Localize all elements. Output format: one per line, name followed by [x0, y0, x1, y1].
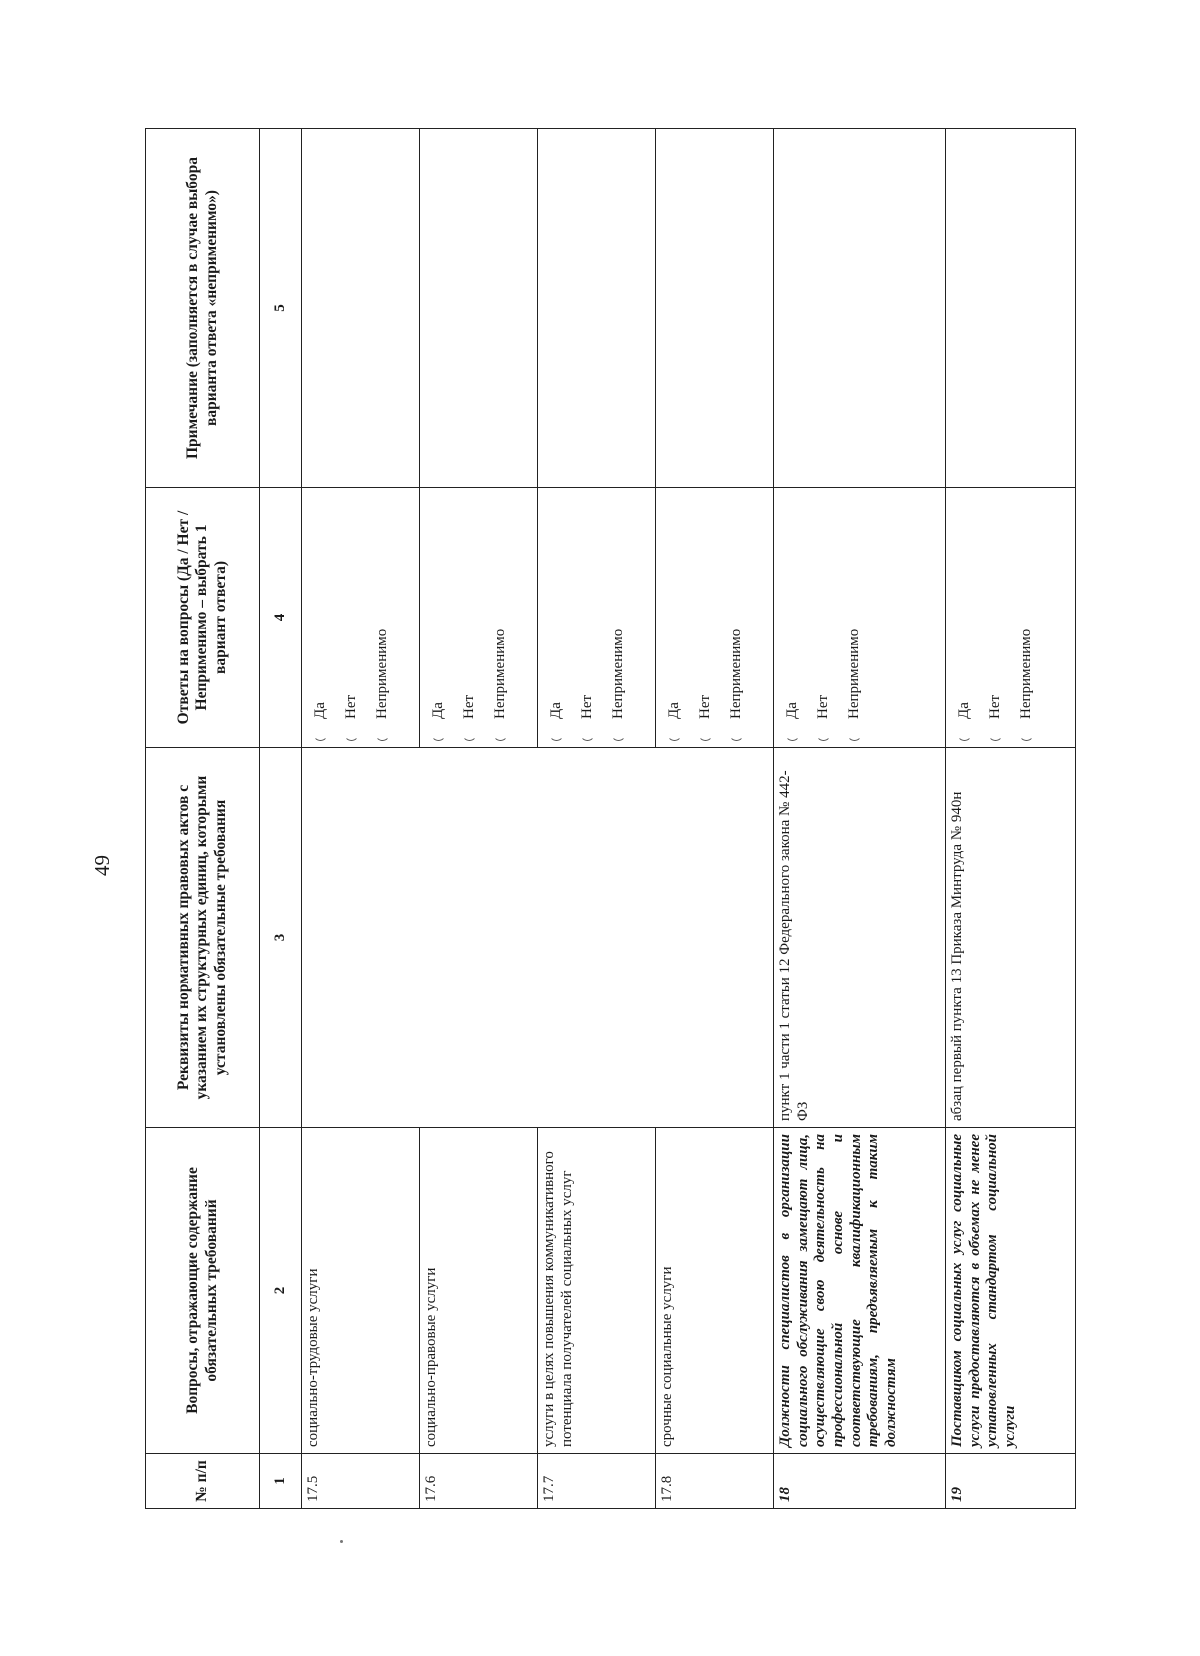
row-question: социально-правовые услуги [420, 1128, 538, 1454]
row-question: Должности специалистов в организации социального обслуживания замещают лица, осуществляющие свою деятельность на профессиональной основе и соответствующие квалификационным требованиям, предъявляемым к таким должностям [774, 1128, 946, 1454]
page-number: 49 [89, 854, 114, 876]
row-number: 17.8 [656, 1454, 774, 1509]
scan-speck [340, 1540, 343, 1543]
col-number: 2 [260, 1128, 302, 1454]
radio-icon[interactable] [375, 731, 390, 741]
answer-no[interactable]: Нет [690, 494, 721, 741]
row-note[interactable] [774, 129, 946, 488]
answer-na[interactable]: Неприменимо [1011, 494, 1042, 741]
radio-icon[interactable] [816, 731, 831, 741]
row-requisites: абзац первый пункта 13 Приказа Минтруда № 940н [946, 748, 1076, 1128]
radio-icon[interactable] [344, 731, 359, 741]
radio-icon[interactable] [667, 731, 682, 741]
row-question: социально-трудовые услуги [302, 1128, 420, 1454]
radio-icon[interactable] [462, 731, 477, 741]
answer-no[interactable]: Нет [454, 494, 485, 741]
radio-icon[interactable] [611, 731, 626, 741]
radio-icon[interactable] [549, 731, 564, 741]
row-number: 17.6 [420, 1454, 538, 1509]
radio-icon[interactable] [785, 731, 800, 741]
radio-icon[interactable] [1019, 731, 1034, 741]
header-num: № п/п [146, 1454, 260, 1509]
answer-options [946, 488, 1076, 748]
row-requisites [302, 748, 774, 1128]
col-number: 4 [260, 488, 302, 748]
radio-icon[interactable] [580, 731, 595, 741]
answer-yes[interactable]: Да [949, 494, 980, 741]
answer-no[interactable]: Нет [572, 494, 603, 741]
radio-icon[interactable] [493, 731, 508, 741]
header-question: Вопросы, отражающие содержание обязательных требований [146, 1128, 260, 1454]
answer-yes[interactable]: Да [305, 494, 336, 741]
col-number: 5 [260, 129, 302, 488]
answer-na[interactable]: Неприменимо [721, 494, 752, 741]
answer-no[interactable]: Нет [980, 494, 1011, 741]
radio-icon[interactable] [431, 731, 446, 741]
col-number: 1 [260, 1454, 302, 1509]
answer-yes[interactable]: Да [777, 494, 808, 741]
answer-no[interactable]: Нет [808, 494, 839, 741]
row-note[interactable] [420, 129, 538, 488]
row-number: 18 [774, 1454, 946, 1509]
header-note: Примечание (заполняется в случае выбора варианта ответа «неприменимо») [146, 129, 260, 488]
radio-icon[interactable] [698, 731, 713, 741]
row-note[interactable] [538, 129, 656, 488]
answer-no[interactable]: Нет [336, 494, 367, 741]
answer-options [420, 488, 538, 748]
table-row [302, 129, 420, 1509]
radio-icon[interactable] [988, 731, 1003, 741]
row-note[interactable] [946, 129, 1076, 488]
answer-na[interactable]: Неприменимо [485, 494, 516, 741]
row-question: Поставщиком социальных услуг социальные услуги предоставляются в объемах не менее установленных стандартом социальной услуги [946, 1128, 1076, 1454]
table-row [774, 129, 946, 1509]
requirements-table [145, 128, 1076, 1509]
table-row [946, 129, 1076, 1509]
answer-na[interactable]: Неприменимо [367, 494, 398, 741]
row-note[interactable] [656, 129, 774, 488]
row-number: 17.7 [538, 1454, 656, 1509]
col-number: 3 [260, 748, 302, 1128]
header-requisites: Реквизиты нормативных правовых актов с указанием их структурных единиц, которыми установлены обязательные требования [146, 748, 260, 1128]
row-number: 19 [946, 1454, 1076, 1509]
radio-icon[interactable] [313, 731, 328, 741]
radio-icon[interactable] [847, 731, 862, 741]
radio-icon[interactable] [957, 731, 972, 741]
answer-yes[interactable]: Да [423, 494, 454, 741]
answer-options [774, 488, 946, 748]
row-requisites: пункт 1 части 1 статьи 12 Федерального закона № 442-ФЗ [774, 748, 946, 1128]
answer-yes[interactable]: Да [659, 494, 690, 741]
answer-options [302, 488, 420, 748]
answer-na[interactable]: Неприменимо [603, 494, 634, 741]
row-number: 17.5 [302, 1454, 420, 1509]
answer-options [656, 488, 774, 748]
radio-icon[interactable] [729, 731, 744, 741]
row-note[interactable] [302, 129, 420, 488]
row-question: услуги в целях повышения коммуникативного потенциала получателей социальных услуг [538, 1128, 656, 1454]
answer-na[interactable]: Неприменимо [839, 494, 870, 741]
answer-yes[interactable]: Да [541, 494, 572, 741]
table-header-row [146, 129, 260, 1509]
column-number-row [260, 129, 302, 1509]
answer-options [538, 488, 656, 748]
row-question: срочные социальные услуги [656, 1128, 774, 1454]
rotated-table-frame [145, 129, 1075, 1509]
header-answers: Ответы на вопросы (Да / Нет / Неприменимо – выбрать 1 вариант ответа) [146, 488, 260, 748]
